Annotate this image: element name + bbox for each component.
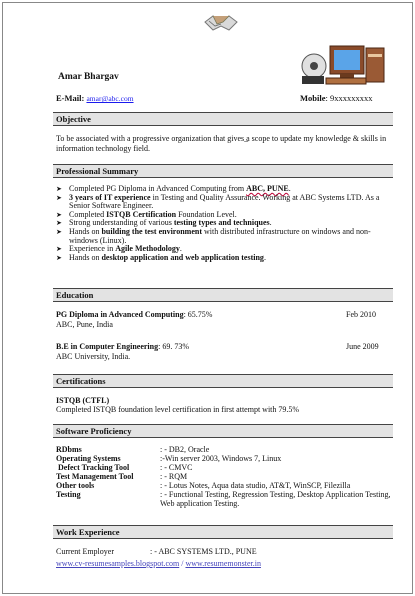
summary-text: with distributed infrastructure on windows and non-windows (Linux). (69, 226, 371, 245)
email-label: E-Mail: (56, 93, 85, 103)
section-work-experience: Work Experience (53, 525, 393, 539)
summary-text: Strong understanding of various (69, 218, 174, 228)
summary-highlight: testing types and techniques (173, 218, 270, 228)
summary-text: . (269, 218, 272, 228)
handshake-icon (203, 8, 239, 36)
edu-degree: PG Diploma in Advanced Computing (56, 310, 184, 319)
software-key: Other tools (56, 481, 95, 490)
candidate-name: Amar Bhargav (58, 72, 119, 82)
objective-text: To be associated with a progressive organization that gives ̲a scope to update my knowledge & skills in information technology field. (56, 134, 387, 153)
summary-text: Hands on (69, 226, 102, 236)
summary-highlight: ISTQB Certification (106, 209, 177, 219)
summary-highlight: 3 years of IT experience (69, 192, 151, 202)
software-value: : - CMVC (160, 463, 193, 472)
section-certifications: Certifications (53, 374, 393, 388)
edu-place: ABC University, India. (56, 352, 131, 361)
edu-place: ABC, Pune, India (56, 320, 113, 329)
software-value: : - RQM (160, 472, 188, 481)
footer-links (56, 559, 261, 568)
summary-text: Foundation Level. (176, 209, 237, 219)
edu-degree: B.E in Computer Engineering (56, 342, 159, 351)
edu-score: : 65.75% (183, 310, 213, 319)
footer-separator: / (179, 559, 186, 568)
summary-highlight: building the test environment (101, 226, 202, 236)
section-education: Education (53, 288, 393, 302)
edu-entry-1 (56, 310, 212, 319)
summary-text: . (179, 244, 182, 254)
section-objective: Objective (53, 112, 393, 126)
mobile-number: : 9xxxxxxxxx (325, 93, 373, 103)
mobile-line (300, 93, 373, 103)
summary-list (56, 185, 389, 262)
cert-text: Completed ISTQB foundation level certification in first attempt with 79.5% (56, 405, 300, 414)
software-value: : - DB2, Oracle (160, 445, 210, 454)
summary-text: Experience in (69, 244, 116, 254)
summary-text: . (288, 184, 291, 193)
software-key: Testing (56, 490, 81, 499)
software-value: : - Functional Testing, Regression Testing, Desktop Application Testing, Web application Testing. (160, 490, 391, 508)
section-software-proficiency: Software Proficiency (53, 424, 393, 438)
section-professional-summary: Professional Summary (53, 164, 393, 178)
summary-text: . (263, 252, 266, 262)
email-line (56, 93, 134, 103)
summary-text: Completed (69, 209, 107, 219)
summary-highlight: ABC, PUNE (246, 184, 289, 193)
software-value: : - Lotus Notes, Aqua data studio, AT&T, WinSCP, Filezilla (160, 481, 351, 490)
arrow-bullet-icon: ➤ (56, 185, 62, 193)
arrow-bullet-icon: ➤ (56, 253, 62, 262)
summary-text: Hands on (69, 252, 102, 262)
summary-text: in Testing and Quality Assurance. Working at ABC Systems LTD. As a Senior Software Engineer. (69, 192, 380, 211)
summary-highlight: desktop application and web application testing (101, 252, 264, 262)
edu-score: : 69. 73% (158, 342, 189, 351)
arrow-bullet-icon: ➤ (56, 245, 62, 254)
employer-label: Current Employer (56, 547, 114, 556)
edu-date: June 2009 (346, 342, 379, 351)
summary-text: Completed PG Diploma in Advanced Computing from (69, 184, 247, 193)
mobile-label: Mobile (300, 93, 326, 103)
summary-item (56, 228, 389, 245)
arrow-bullet-icon: ➤ (56, 210, 62, 219)
edu-date: Feb 2010 (346, 310, 376, 319)
employer-value: : - ABC SYSTEMS LTD., PUNE (150, 547, 257, 556)
footer-link-resumemonster[interactable]: www.resumemonster.in (185, 559, 261, 568)
computer-icon (300, 42, 388, 88)
arrow-bullet-icon: ➤ (56, 219, 62, 228)
software-key: RDbms (56, 445, 82, 454)
footer-link-cv-resumesamples[interactable]: www.cv-resumesamples.blogspot.com (56, 559, 180, 568)
software-key: Defect Tracking Tool (56, 463, 130, 472)
software-value: :-Win server 2003, Windows 7, Linux (160, 454, 282, 463)
arrow-bullet-icon: ➤ (56, 227, 62, 236)
summary-item (56, 254, 389, 263)
summary-highlight: Agile Methodology (115, 244, 180, 254)
software-key: Operating Systems (56, 454, 121, 463)
email-link[interactable]: amar@abc.com (86, 94, 134, 103)
cert-name: ISTQB (CTFL) (56, 396, 110, 405)
summary-item (56, 194, 389, 211)
arrow-bullet-icon: ➤ (56, 193, 62, 202)
software-key: Test Management Tool (56, 472, 134, 481)
edu-entry-2 (56, 342, 189, 351)
